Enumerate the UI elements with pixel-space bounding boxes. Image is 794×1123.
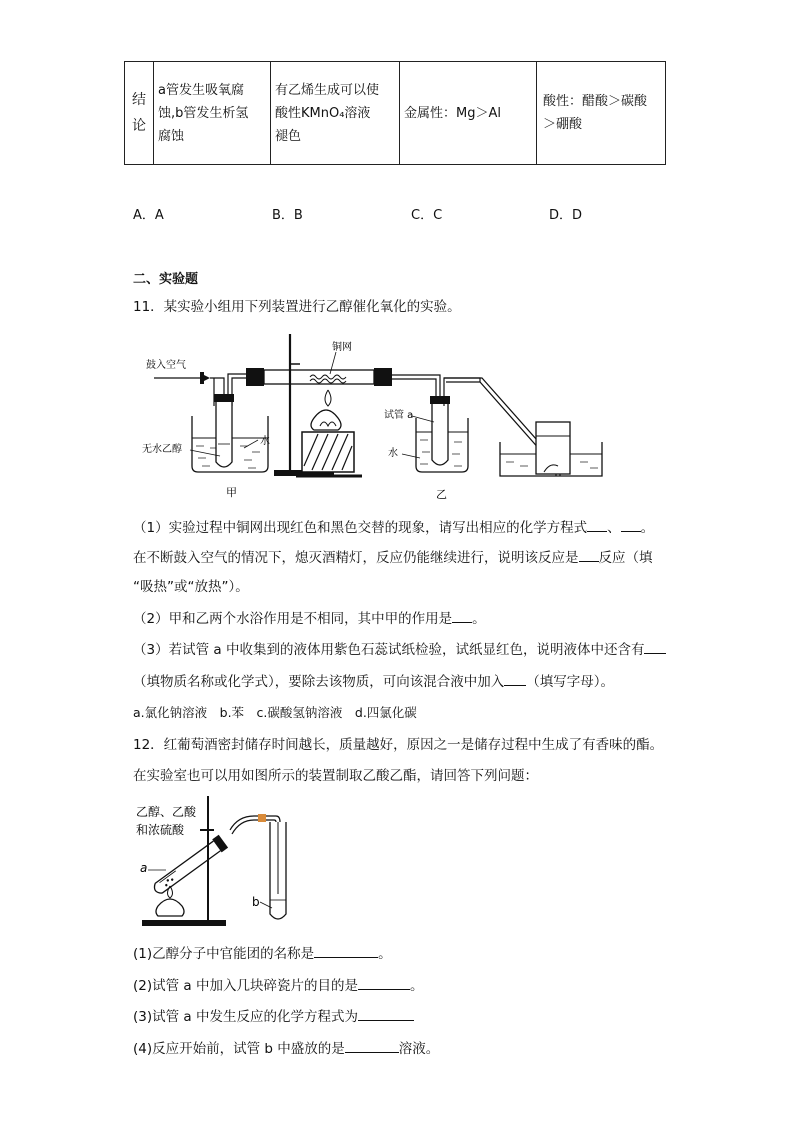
q12-sub2: (2)试管 a 中加入几块碎瓷片的目的是 。 — [133, 978, 424, 994]
q11-part1b: 在不断鼓入空气的情况下，熄灭酒精灯，反应仍能继续进行，说明该反应是 反应（填 — [133, 550, 653, 566]
cell-ethylene — [271, 62, 400, 165]
answer-blank[interactable] — [504, 672, 526, 686]
cell-line: 蚀,b管发生析氢 — [158, 105, 249, 121]
conclusion-table — [124, 61, 666, 165]
label-reagents-2: 和浓硫酸 — [136, 823, 185, 837]
q12-stem-2: 在实验室也可以用如图所示的装置制取乙酸乙酯，请回答下列问题： — [133, 768, 538, 784]
cell-corrosion — [154, 62, 271, 165]
cell-line: a管发生吸氧腐 — [158, 82, 244, 98]
q11-apparatus-figure — [140, 326, 610, 506]
label-jia: 甲 — [226, 486, 237, 499]
q12-stem-1: 12．红葡萄酒密封储存时间越长，质量越好，原因之一是储存过程中生成了有香味的酯。 — [133, 737, 664, 753]
answer-blank[interactable] — [314, 944, 378, 958]
q11-part1a: （1）实验过程中铜网出现红色和黑色交替的现象，请写出相应的化学方程式 、 。 — [133, 520, 655, 536]
cell-line: 腐蚀 — [158, 128, 185, 144]
label-a: a — [140, 861, 148, 875]
cell-acidity — [537, 62, 666, 165]
flame — [325, 390, 331, 406]
label-reagents-1: 乙醇、乙酸 — [136, 805, 197, 819]
q11-part3b: （填物质名称或化学式），要除去该物质，可向该混合液中加入 （填写字母）。 — [133, 674, 614, 690]
label-copper-mesh: 铜网 — [332, 342, 352, 353]
cell-metallicity — [400, 62, 537, 165]
q12-sub1: (1)乙醇分子中官能团的名称是 。 — [133, 946, 392, 962]
stopper-left — [246, 368, 264, 386]
q12-apparatus-figure — [130, 794, 300, 932]
stopper-right — [374, 368, 392, 386]
label-air-in: 鼓入空气 — [146, 360, 186, 371]
delivery-tube — [230, 816, 280, 834]
label-water-left: 水 — [260, 436, 270, 447]
answer-blank[interactable] — [644, 640, 666, 654]
row-header-cell — [125, 62, 154, 165]
q11-part2: （2）甲和乙两个水浴作用是不相同，其中甲的作用是 。 — [133, 611, 486, 627]
q11-part3a: （3）若试管 a 中收集到的液体用紫色石蕊试纸检验，试纸显红色，说明液体中还含有 — [133, 640, 666, 659]
label-water-right: 水 — [388, 448, 398, 459]
table-row — [125, 62, 666, 165]
option-d: D．D — [549, 208, 583, 223]
reaction-tube — [264, 370, 374, 384]
row-header: 结论 — [132, 92, 146, 134]
gas-collecting-bottle — [536, 422, 570, 474]
stand-base — [142, 920, 226, 926]
label-b: b — [252, 895, 260, 909]
cell-line: 酸性KMnO₄溶液 — [275, 105, 371, 121]
cell-line: 金属性：Mg＞Al — [404, 105, 501, 121]
cell-line: 褪色 — [275, 128, 302, 144]
test-tube-a — [432, 400, 448, 465]
option-a: A．A — [133, 208, 164, 223]
label-ethanol: 无水乙醇 — [142, 444, 182, 455]
alcohol-lamp — [311, 410, 341, 430]
option-c: C．C — [411, 208, 443, 223]
answer-blank[interactable] — [358, 1007, 414, 1021]
answer-blank[interactable] — [587, 518, 607, 532]
answer-blank[interactable] — [452, 609, 472, 623]
q12-sub4: (4)反应开始前，试管 b 中盛放的是 溶液。 — [133, 1041, 440, 1057]
cell-line: 酸性：醋酸＞碳酸 — [543, 94, 648, 109]
q12-sub3: (3)试管 a 中发生反应的化学方程式为 — [133, 1007, 414, 1026]
alcohol-lamp — [156, 899, 184, 916]
q11-part1c: “吸热”或“放热”）。 — [133, 579, 249, 595]
answer-blank[interactable] — [579, 548, 599, 562]
label-yi: 乙 — [436, 488, 447, 501]
label-tube-a: 试管 a — [384, 410, 414, 421]
option-b: B．B — [272, 208, 303, 223]
test-tube-a — [152, 841, 221, 895]
cell-line: 有乙烯生成可以使 — [275, 82, 380, 98]
answer-blank[interactable] — [621, 518, 641, 532]
answer-blank[interactable] — [358, 976, 410, 990]
cell-line: ＞硼酸 — [543, 117, 583, 132]
q11-stem: 11．某实验小组用下列装置进行乙醇催化氧化的实验。 — [133, 299, 461, 315]
answer-blank[interactable] — [345, 1039, 399, 1053]
section-title: 二、实验题 — [133, 272, 199, 287]
rubber-joint — [258, 814, 266, 822]
q11-choices: a.氯化钠溶液 b.苯 c.碳酸氢钠溶液 d.四氯化碳 — [133, 705, 417, 720]
